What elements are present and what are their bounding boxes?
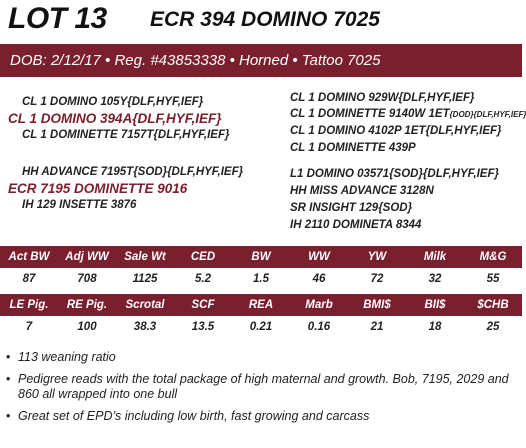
col-header-rea: REA [248, 299, 274, 311]
bullet-text: 113 weaning ratio [18, 350, 116, 364]
value-scf: 13.5 [191, 321, 215, 333]
bullet-text: Pedigree reads with the total package of high maternal and growth. Bob, 7195, 2029 and 860 all wrapped into one bull [18, 372, 509, 401]
col-header-marb: Marb [305, 299, 333, 311]
pedigree-sd-sire: CL 1 DOMINO 4102P 1ET{DLF,HYF,IEF} [290, 125, 502, 137]
value-mg: 55 [486, 273, 500, 285]
epd-table-1-header [0, 246, 522, 268]
value-ww: 46 [312, 273, 326, 285]
pedigree-dam-dam: IH 129 INSETTE 3876 [22, 199, 137, 211]
value-le-pig: 7 [25, 321, 33, 333]
value-adj-ww: 708 [77, 273, 97, 285]
col-header-re-pig: RE Pig. [66, 299, 108, 311]
epd-table-2-header [0, 294, 522, 316]
info-bar: DOB: 2/12/17 • Reg. #43853338 • Horned • Tattoo 7025 [0, 44, 522, 77]
value-ced: 5.2 [195, 273, 211, 285]
value-rea: 0.21 [249, 321, 273, 333]
bullet-icon: • [6, 409, 11, 423]
value-yw: 72 [370, 273, 384, 285]
epd-table-1 [0, 246, 522, 290]
col-header-yw: YW [367, 251, 387, 263]
pedigree-sd-dam: CL 1 DOMINETTE 439P [290, 142, 416, 154]
value-sale-wt: 1125 [132, 273, 158, 285]
pedigree-ss-sire: CL 1 DOMINO 929W{DLF,HYF,IEF} [290, 92, 475, 104]
pedigree-ds-dam: HH MISS ADVANCE 3128N [290, 185, 434, 197]
col-header-scrotal: Scrotal [125, 299, 165, 311]
value-bmi: 21 [370, 321, 384, 333]
bullet-icon: • [6, 372, 11, 386]
col-header-sale-wt: Sale Wt [124, 251, 166, 263]
pedigree-sire-dam: CL 1 DOMINETTE 7157T{DLF,HYF,IEF} [22, 129, 230, 141]
value-marb: 0.16 [307, 321, 331, 333]
pedigree-dd-sire: SR INSIGHT 129{SOD} [290, 202, 413, 214]
list-item [6, 350, 518, 365]
value-scrotal: 38.3 [133, 321, 157, 333]
epd-table-2-values [0, 316, 522, 338]
pedigree-ss-dam [290, 109, 526, 121]
epd-table-1-values [0, 268, 522, 290]
bullet-icon: • [6, 350, 11, 364]
pedigree-ss-dam-name: CL 1 DOMINETTE 9140W 1ET [290, 108, 450, 120]
pedigree-ss-dam-ext: {DOD}{DLF,HYF,IEF} [449, 110, 526, 119]
epd-table-2 [0, 294, 522, 338]
value-chb: 25 [486, 321, 500, 333]
pedigree-sire-sire: CL 1 DOMINO 105Y{DLF,HYF,IEF} [22, 96, 204, 108]
lot-number: LOT 13 [8, 2, 107, 35]
list-item [6, 409, 518, 424]
col-header-chb: $CHB [477, 299, 509, 311]
pedigree-ds-sire: L1 DOMINO 03571{SOD}{DLF,HYF,IEF} [290, 168, 499, 180]
col-header-adj-ww: Adj WW [65, 251, 109, 263]
col-header-le-pig: LE Pig. [9, 299, 49, 311]
value-re-pig: 100 [77, 321, 97, 333]
col-header-bii: BII$ [424, 299, 446, 311]
col-header-bmi: BMI$ [363, 299, 391, 311]
list-item [6, 372, 518, 402]
bullet-text: Great set of EPD’s including low birth, fast growing and carcass [18, 409, 370, 423]
col-header-milk: Milk [423, 251, 447, 263]
col-header-mg: M&G [479, 251, 507, 263]
pedigree-sire: CL 1 DOMINO 394A{DLF,HYF,IEF} [8, 111, 222, 126]
col-header-act-bw: Act BW [8, 251, 50, 263]
lot-title: ECR 394 DOMINO 7025 [150, 8, 380, 31]
highlights-list [6, 350, 518, 431]
value-milk: 32 [428, 273, 442, 285]
value-act-bw: 87 [22, 273, 36, 285]
col-header-bw: BW [251, 251, 271, 263]
value-bw: 1.5 [253, 273, 269, 285]
pedigree-dam-sire: HH ADVANCE 7195T{SOD}{DLF,HYF,IEF} [22, 166, 244, 178]
pedigree-dd-dam: IH 2110 DOMINETA 8344 [290, 219, 422, 231]
pedigree-dam: ECR 7195 DOMINETTE 9016 [8, 181, 188, 196]
col-header-scf: SCF [191, 299, 215, 311]
col-header-ced: CED [190, 251, 216, 263]
col-header-ww: WW [308, 251, 330, 263]
value-bii: 18 [428, 321, 442, 333]
